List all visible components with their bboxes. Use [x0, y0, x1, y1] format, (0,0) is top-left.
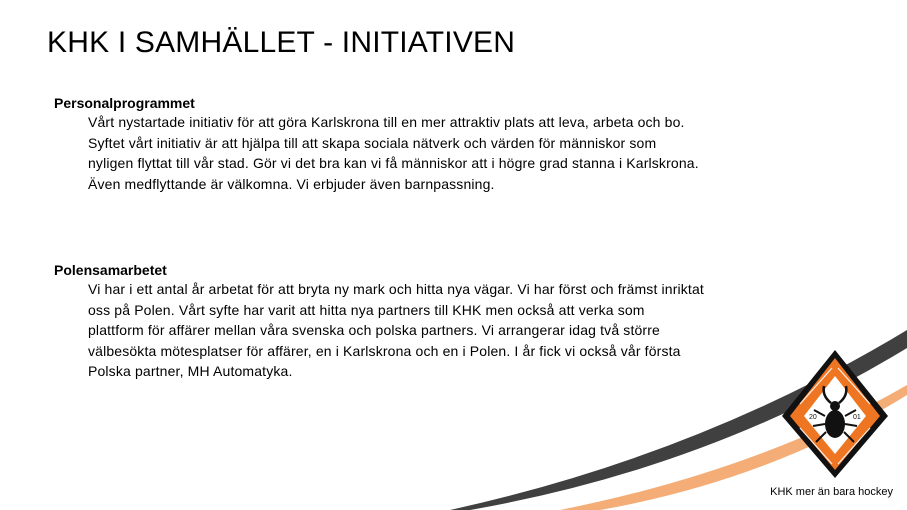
- khk-logo: [778, 346, 892, 482]
- section-body: Vårt nystartade initiativ för att göra Karlskrona till en mer attraktiv plats att leva, arbeta och bo. Syftet vårt initiativ är att hjälpa till att skapa sociala nätverk och värden för människor som nyligen flyttat till vår stad. Gör vi det bra kan vi få människor att i högre grad stanna i Karlskrona. Även medflyttande är välkomna. Vi erbjuder även barnpassning.: [88, 114, 699, 192]
- section-heading: Polensamarbetet: [54, 262, 167, 278]
- section-body: Vi har i ett antal år arbetat för att bryta ny mark och hitta nya vägar. Vi har först och främst inriktat oss på Polen. Vårt syfte har varit att hitta nya partners till KHK men också att verka som plattform för affärer mellan våra svenska och polska partners. Vi arrangerar idag två större välbesökta mötesplatser för affärer, en i Karlskrona och en i Polen. I år fick vi också vår första Polska partner, MH Automatyka.: [88, 281, 704, 379]
- footer-tagline: KHK mer än bara hockey: [770, 486, 893, 498]
- section-heading: Personalprogrammet: [54, 95, 195, 111]
- logo-year-left: 20: [809, 414, 817, 421]
- logo-year-right: 01: [853, 414, 861, 421]
- slide-title: KHK I SAMHÄLLET - INITIATIVEN: [47, 26, 516, 59]
